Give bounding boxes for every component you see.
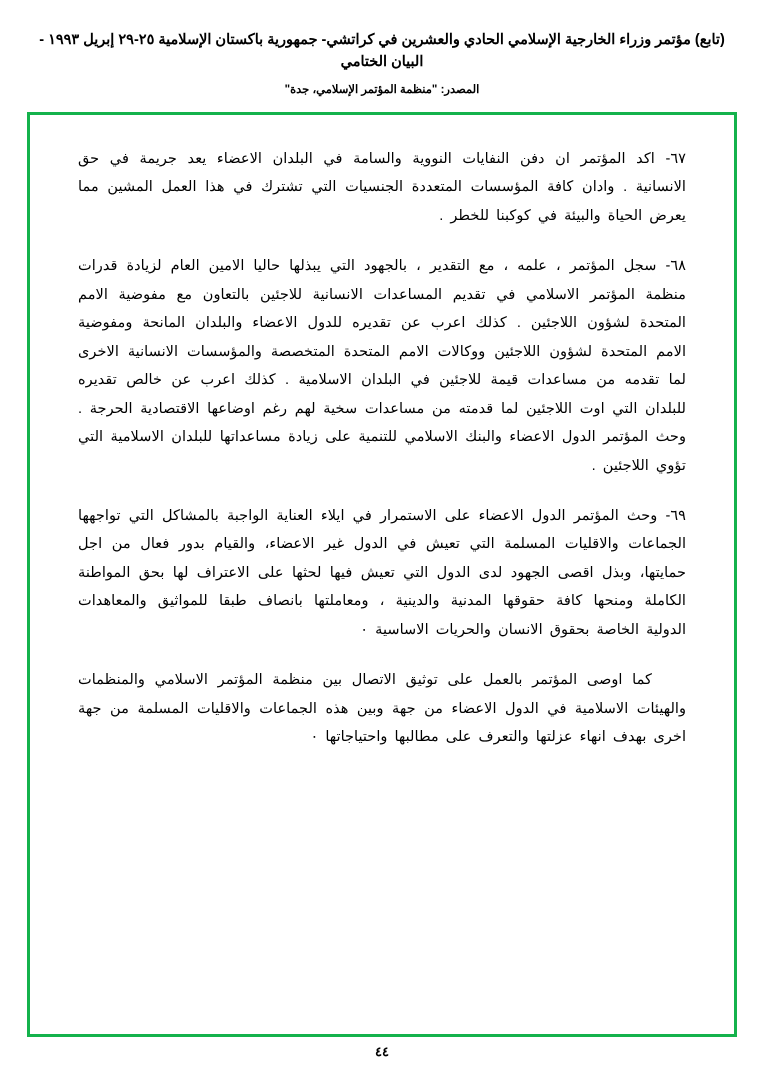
paragraph-68: ٦٨- سجل المؤتمر ، علمه ، مع التقدير ، بالجهود التي يبذلها حاليا الامين العام لزيادة قدرات منظمة المؤتمر الاسلامي في تقديم المساعدات الانسانية للاجئين بالتعاون مع مفوضية الامم المتحدة لشؤون اللاجئين . كذلك اعرب عن تقديره للدول الاعضاء والبلدان المانحة ومفوضية الامم المتحدة لشؤون اللاجئين ووكالات الامم المتحدة المتخصصة والمؤسسات الانسانية الاخرى لما تقدمه من مساعدات قيمة للاجئين في البلدان الاسلامية . كذلك اعرب عن خالص تقديره للبلدان التي اوت اللاجئين لما قدمته من مساعدات سخية لهم رغم اوضاعها الاقتصادية الحرجة . وحث المؤتمر الدول الاعضاء والبنك الاسلامي للتنمية على زيادة مساعداتها للبلدان الاسلامية التي تؤوي اللاجئين . [78,258,686,474]
header-title: (تابع) مؤتمر وزراء الخارجية الإسلامي الحادي والعشرين في كراتشي- جمهورية باكستان الإسلامية ٢٥-٢٩ إبريل ١٩٩٣ - البيان الختامي [39,32,725,70]
paragraph-67: ٦٧- اكد المؤتمر ان دفن النفايات النووية والسامة في البلدان الاعضاء يعد جريمة في حق الانسانية . وادان كافة المؤسسات المتعددة الجنسيات التي تشترك في هذا العمل المشين مما يعرض الحياة والبيئة في كوكبنا للخطر . [78,151,686,224]
header-source: المصدر: "منظمة المؤتمر الإسلامي، جدة" [284,83,480,96]
content-frame [27,112,737,1037]
page-header [0,0,764,96]
content-body [30,115,734,772]
page-number: ٤٤ [375,1044,389,1059]
paragraph-69: ٦٩- وحث المؤتمر الدول الاعضاء على الاستمرار في ايلاء العناية الواجبة بالمشاكل التي تواجهها الجماعات والاقليات المسلمة التي تعيش في الدول غير الاعضاء، والقيام بدور فعال من اجل حمايتها، وبذل اقصى الجهود لدى الدول التي تعيش فيها لحثها على الاعتراف لها بحق المواطنة الكاملة ومنحها كافة حقوقها المدنية والدينية ، ومعاملتها بانصاف طبقا للمواثيق والمعاهدات الدولية الخاصة بحقوق الانسان والحريات الاساسية ٠ [78,507,686,638]
paragraph-70: كما اوصى المؤتمر بالعمل على توثيق الاتصال بين منظمة المؤتمر الاسلامي والمنظمات والهيئات الاسلامية في الدول الاعضاء من جهة وبين هذه الجماعات والاقليات المسلمة من جهة اخرى بهدف انهاء عزلتها والتعرف على مطالبها واحتياجاتها ٠ [78,672,686,746]
